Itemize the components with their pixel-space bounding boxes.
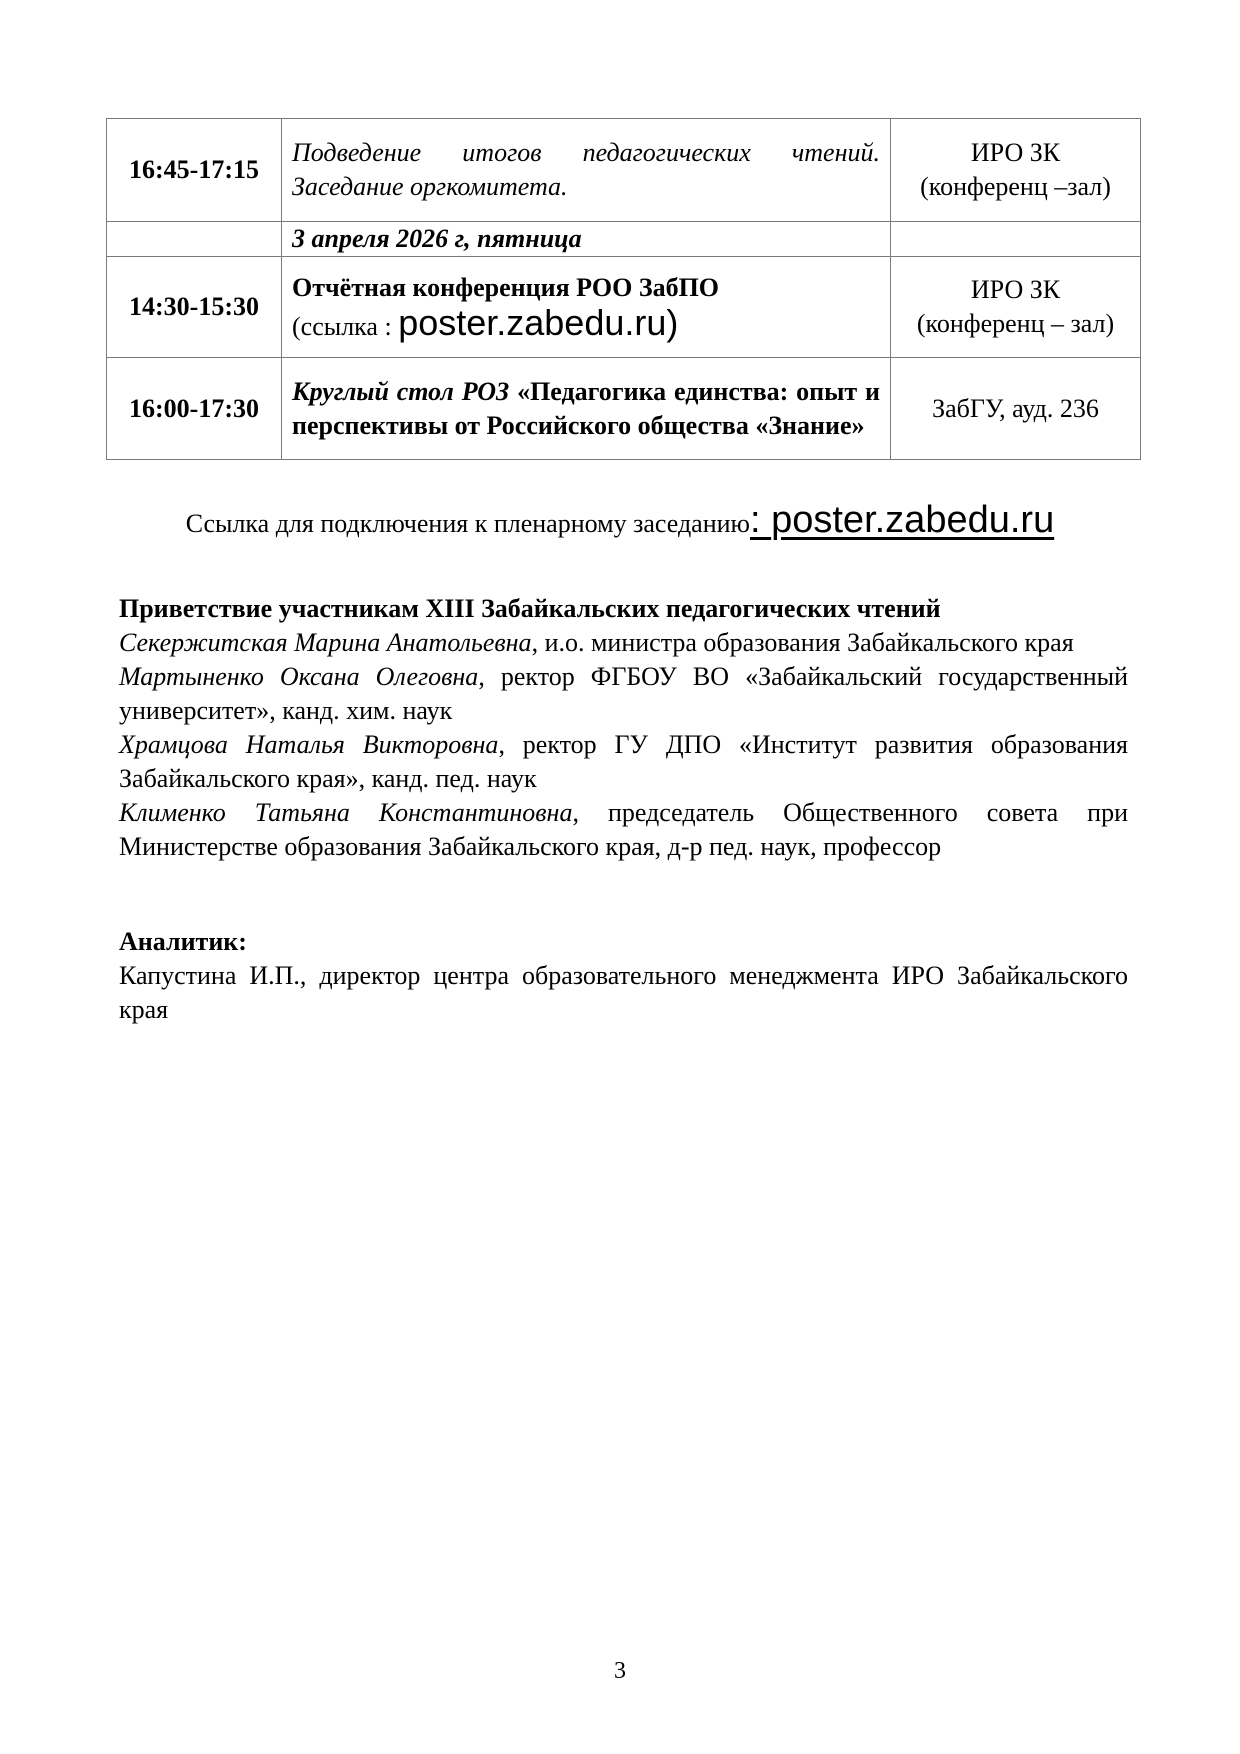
- connection-colon: :: [749, 499, 772, 541]
- table-row: [107, 257, 1141, 358]
- connection-line: [0, 496, 1240, 548]
- event-cell: [282, 358, 891, 460]
- table-row: [107, 358, 1141, 460]
- speaker-name: Секержитская Марина Анатольевна: [119, 628, 532, 657]
- speaker-name: Клименко Татьяна Константиновна: [119, 798, 573, 827]
- analyst-section: [119, 925, 1128, 1027]
- event-link-line: [292, 301, 880, 344]
- analyst-heading: Аналитик:: [119, 927, 247, 956]
- place-cell: [891, 119, 1141, 222]
- event-cell: Подведение итогов педагогических чтений. Заседание оргкомитета.: [282, 119, 891, 222]
- table-row: [107, 119, 1141, 222]
- place-cell: [891, 222, 1141, 257]
- speaker-role: , председатель Общественного совета при Министерстве образования Забайкальского края, д-р пед. наук, профессор: [119, 798, 1128, 861]
- link-suffix: ): [666, 301, 679, 343]
- speaker-name: Мартыненко Оксана Олеговна: [119, 662, 479, 691]
- analyst-text: Капустина И.П., директор центра образовательного менеджмента ИРО Забайкальского края: [119, 961, 1128, 1024]
- schedule-table: [106, 118, 1141, 460]
- connection-text: Ссылка для подключения к пленарному заседанию: [185, 509, 750, 538]
- speaker-entry: [119, 728, 1128, 796]
- event-title: «Педагогика единства: опыт и перспективы от Российского общества «Знание»: [292, 376, 881, 440]
- place-cell: ЗабГУ, ауд. 236: [891, 358, 1141, 460]
- speaker-entry: [119, 626, 1128, 660]
- event-title: Отчётная конференция РОО ЗабПО: [292, 272, 720, 302]
- time-cell: 16:00-17:30: [107, 358, 282, 460]
- speaker-name: Храмцова Наталья Викторовна: [119, 730, 499, 759]
- link-prefix: (ссылка :: [292, 311, 399, 341]
- speaker-role: , ректор ГУ ДПО «Институт развития образования Забайкальского края», канд. пед. наук: [119, 730, 1129, 793]
- place-line: ИРО ЗК: [970, 275, 1061, 304]
- date-heading-cell: 3 апреля 2026 г, пятница: [282, 222, 891, 257]
- speaker-entry: [119, 660, 1128, 728]
- place-line: (конференц – зал): [916, 309, 1115, 338]
- connection-link[interactable]: poster.zabedu.ru: [771, 499, 1055, 541]
- speaker-role: , и.о. министра образования Забайкальского края: [531, 628, 1074, 657]
- place-line: (конференц –зал): [920, 172, 1111, 201]
- greeting-heading: Приветствие участникам XIII Забайкальских педагогических чтений: [119, 594, 941, 623]
- place-cell: [891, 257, 1141, 358]
- table-row: [107, 222, 1141, 257]
- greeting-section: [119, 592, 1128, 864]
- speaker-entry: [119, 796, 1128, 864]
- place-line: ИРО ЗК: [970, 138, 1061, 167]
- time-cell: 16:45-17:15: [107, 119, 282, 222]
- event-type: Круглый стол РОЗ: [292, 376, 510, 406]
- page-number: 3: [614, 1658, 626, 1684]
- event-cell: [282, 257, 891, 358]
- speaker-role: , ректор ФГБОУ ВО «Забайкальский государственный университет», канд. хим. наук: [119, 662, 1128, 725]
- time-cell: [107, 222, 282, 257]
- event-link[interactable]: poster.zabedu.ru: [398, 301, 667, 343]
- time-cell: 14:30-15:30: [107, 257, 282, 358]
